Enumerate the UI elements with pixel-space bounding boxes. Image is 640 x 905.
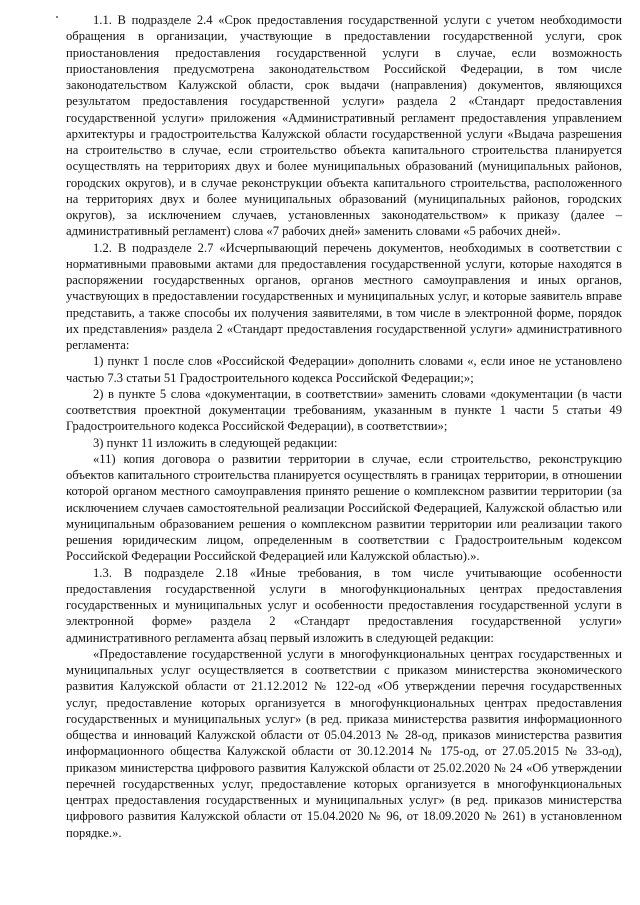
scan-speck (56, 16, 58, 18)
quoted-item-11: «11) копия договора о развитии территории в случае, если строительство, реконструкцию объектов капитального строительства планируется осуществлять в границах территории, в отношении которой органом местного самоуправления принято решение о комплексном развитии территории (за исключением случаев самостоятельной реализации Российской Федерацией, Калужской областью или муниципальным образованием решения о комплексном развитии территории или реализации такого решения юридическим лицом, определенным в соответствии с Градостроительным кодексом Российской Федерации Российской Федерацией или Калужской областью).». (66, 451, 622, 564)
list-item-1: 1) пункт 1 после слов «Российской Федерации» дополнить словами «, если иное не установлено частью 7.3 статьи 51 Градостроительного кодекса Российской Федерации;»; (66, 354, 622, 385)
list-item-2: 2) в пункте 5 слова «документации, в соответствии» заменить словами «документации (в части соответствия проектной документации требованиям, указанным в пункте 1 части 5 статьи 49 Градостроительного кодекса Российской Федерации), в соответствии»; (66, 386, 622, 434)
list-item-3: 3) пункт 11 изложить в следующей редакции: (93, 435, 338, 450)
quoted-paragraph: «Предоставление государственной услуги в многофункциональных центрах государственных и муниципальных услуг осуществляется в соответствии с приказом министерства экономического развития Калужской области от 21.12.2012 № 122-од «Об утверждении перечня государственных услуг, предоставление которых организуется в многофункциональных центрах предоставления государственных и муниципальных услуг» (в ред. приказа министерства развития информационного общества и инноваций Калужской области от 05.04.2013 № 28-од, приказов министерства развития информационного общества Калужской области от 30.12.2014 № 175-од, от 27.05.2015 № 33-од), приказом министерства цифрового развития Калужской области от 25.02.2020 № 24 «Об утверждении перечней государственных услуг, предоставление которых организуется в многофункциональных центрах предоставления государственных и муниципальных услуг» (в ред. приказов министерства цифрового развития Калужской области от 15.04.2020 № 96, от 18.09.2020 № 261) в установленном порядке.». (66, 646, 622, 840)
paragraph-1-2: 1.2. В подразделе 2.7 «Исчерпывающий перечень документов, необходимых в соответствии с нормативными правовыми актами для предоставления государственной услуги, которые находятся в распоряжении государственных органов, органов местного самоуправления и иных органов, участвующих в предоставлении государственных и муниципальных услуг, и которые заявитель вправе представить, а также способы их получения заявителями, в том числе в электронной форме, порядок их представления» раздела 2 «Стандарт предоставления государственной услуги» административного регламента: (66, 240, 622, 352)
paragraph-1-3: 1.3. В подразделе 2.18 «Иные требования, в том числе учитывающие особенности предоставления государственной услуги в многофункциональных центрах предоставления государственных и муниципальных услуг и особенности предоставления государственной услуги в электронной форме» раздела 2 «Стандарт предоставления государственной услуги» административного регламента абзац первый изложить в следующей редакции: (66, 565, 622, 645)
document-page (66, 12, 622, 841)
paragraph-1-1: 1.1. В подразделе 2.4 «Срок предоставления государственной услуги с учетом необходимости обращения в организации, участвующие в предоставлении государственной услуги, срок приостановления предоставления государственной услуги в случае, если возможность приостановления предусмотрена законодательством Российской Федерации, в том числе законодательством Калужской области, срок выдачи (направления) документов, являющихся результатом предоставления государственной услуги» раздела 2 «Стандарт предоставления государственной услуги» приложения «Административный регламент предоставления управлением архитектуры и градостроительства Калужской области государственной услуги «Выдача разрешения на строительство в случае, если строительство объекта капитального строительства планируется осуществлять на территориях двух и более муниципальных образований (муниципальных районов, городских округов), и в случае реконструкции объекта капитального строительства, расположенного на территориях двух и более муниципальных образований (муниципальных районов, городских округов), за исключением случаев, установленных законодательством» к приказу (далее – административный регламент) слова «7 рабочих дней» заменить словами «5 рабочих дней». (66, 13, 622, 239)
